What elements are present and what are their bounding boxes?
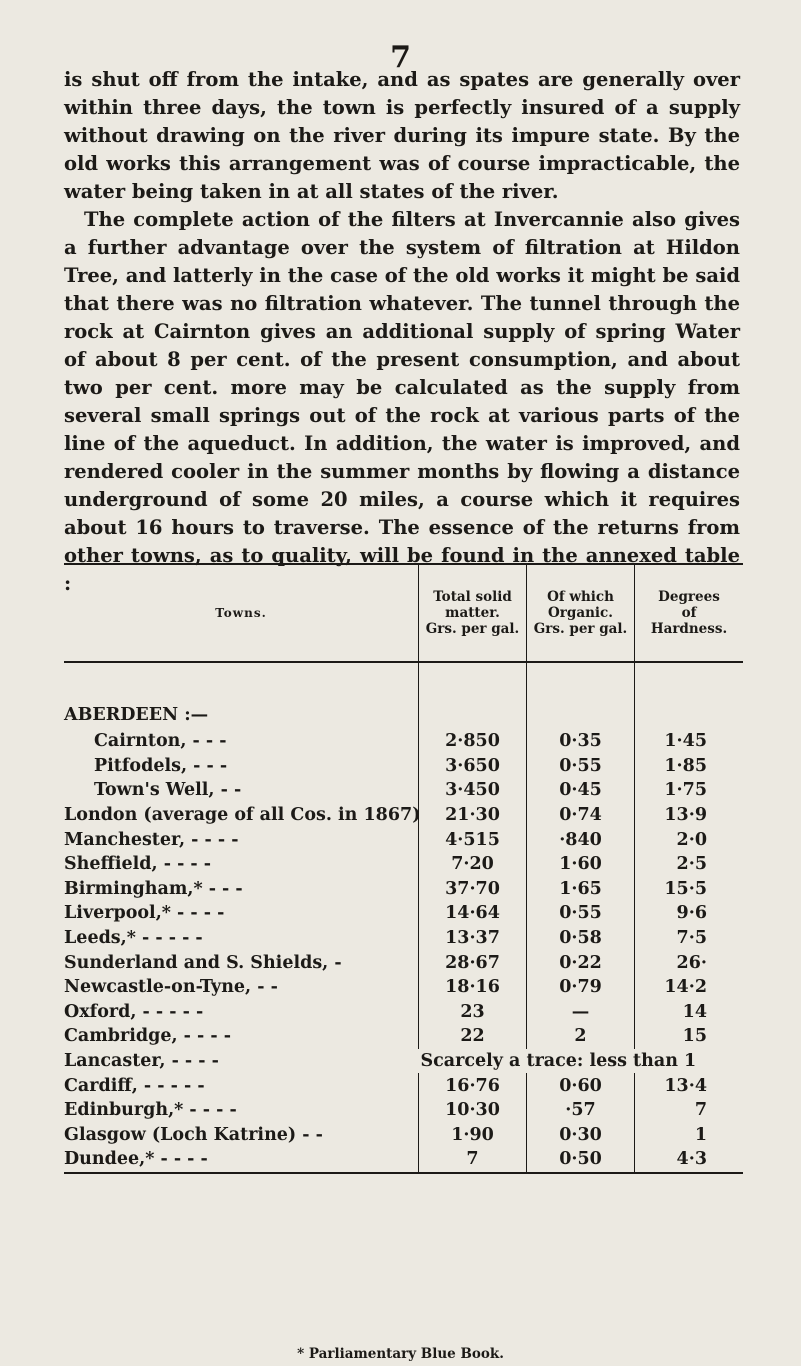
table-row <box>64 1049 743 1074</box>
cell-organic: 1·60 <box>527 852 635 877</box>
table-row <box>64 852 743 877</box>
cell-hardness: 26· <box>635 950 744 975</box>
cell-total-solid: 13·37 <box>419 926 527 951</box>
cell-total-solid: 1·90 <box>419 1123 527 1148</box>
table-row <box>64 778 743 803</box>
cell-town: Town's Well, - - <box>94 780 242 801</box>
cell-town: Edinburgh,* - - - - <box>64 1100 237 1121</box>
cell-town: Pitfodels, - - - <box>94 755 228 776</box>
cell-hardness: 7 <box>635 1098 744 1123</box>
cell-organic: ·57 <box>527 1098 635 1123</box>
table-row <box>64 901 743 926</box>
water-quality-table <box>64 563 740 1174</box>
section-row-aberdeen <box>64 662 743 729</box>
cell-total-solid: 18·16 <box>419 975 527 1000</box>
cell-organic: 1·65 <box>527 877 635 902</box>
cell-hardness: 13·4 <box>635 1073 744 1098</box>
cell-hardness: 9·6 <box>635 901 744 926</box>
cell-hardness: 2·0 <box>635 827 744 852</box>
cell-total-solid: 16·76 <box>419 1073 527 1098</box>
cell-town: Dundee,* - - - - <box>64 1149 208 1170</box>
cell-hardness: 7·5 <box>635 926 744 951</box>
page-number: 7 <box>390 40 411 75</box>
cell-town: Cairnton, - - - <box>94 731 227 752</box>
header-total-solid: Total solid matter. Grs. per gal. <box>419 564 527 662</box>
table-row <box>64 1024 743 1049</box>
cell-organic: 0·45 <box>527 778 635 803</box>
cell-total-solid: 7 <box>419 1147 527 1173</box>
cell-town: Newcastle-on-Tyne, - - <box>64 977 278 998</box>
cell-town: Cambridge, - - - - <box>64 1026 232 1047</box>
table-row <box>64 1147 743 1173</box>
cell-organic: ·840 <box>527 827 635 852</box>
body-text <box>64 66 740 598</box>
header-towns: Towns. <box>215 606 267 620</box>
cell-organic: 0·22 <box>527 950 635 975</box>
cell-town: Manchester, - - - - <box>64 829 239 850</box>
table-row <box>64 754 743 779</box>
cell-town: Glasgow (Loch Katrine) - - <box>64 1124 323 1145</box>
cell-organic: 2 <box>527 1024 635 1049</box>
table-row <box>64 1098 743 1123</box>
cell-total-solid: 10·30 <box>419 1098 527 1123</box>
cell-total-solid: 2·850 <box>419 729 527 754</box>
cell-hardness: 1 <box>635 1123 744 1148</box>
cell-hardness: 15 <box>635 1024 744 1049</box>
cell-organic: 0·58 <box>527 926 635 951</box>
cell-organic: 0·30 <box>527 1123 635 1148</box>
cell-total-solid: 21·30 <box>419 803 527 828</box>
cell-total-solid: 3·650 <box>419 754 527 779</box>
paragraph-2: The complete action of the filters at Invercannie also gives a further advantage over the system of filtration at Hildon Tree, and latterly in the case of the old works it might be said that there was no filtration whatever. The tunnel through the rock at Cairnton gives an additional supply of spring Water of about 8 per cent. of the present consumption, and about two per cent. more may be calculated as the supply from several small springs out of the rock at various parts of the line of the aqueduct. In addition, the water is improved, and rendered cooler in the summer months by flowing a distance underground of some 20 miles, a course which it requires about 16 hours to traverse. The essence of the returns from other towns, as to quality, will be found in the annexed table : <box>64 208 740 595</box>
table-row <box>64 1000 743 1025</box>
cell-total-solid: 4·515 <box>419 827 527 852</box>
cell-town: London (average of all Cos. in 1867) <box>64 805 421 826</box>
cell-hardness: 1·45 <box>635 729 744 754</box>
footnote: * Parliamentary Blue Book. <box>297 1346 504 1362</box>
cell-organic: 0·55 <box>527 901 635 926</box>
header-hardness: Degrees of Hardness. <box>635 564 744 662</box>
header-organic: Of which Organic. Grs. per gal. <box>527 564 635 662</box>
cell-organic: 0·50 <box>527 1147 635 1173</box>
cell-hardness: 2·5 <box>635 852 744 877</box>
cell-total-solid: 37·70 <box>419 877 527 902</box>
cell-hardness: 14 <box>635 1000 744 1025</box>
table-row <box>64 1123 743 1148</box>
cell-hardness: 13·9 <box>635 803 744 828</box>
cell-town: Cardiff, - - - - - <box>64 1075 205 1096</box>
cell-town: Oxford, - - - - - <box>64 1001 204 1022</box>
table-header-row <box>64 564 743 662</box>
cell-total-solid: 3·450 <box>419 778 527 803</box>
cell-total-solid: 7·20 <box>419 852 527 877</box>
cell-town: Sunderland and S. Shields, - <box>64 952 342 973</box>
table-row <box>64 926 743 951</box>
cell-town: Lancaster, - - - - <box>64 1051 219 1072</box>
cell-organic: 0·55 <box>527 754 635 779</box>
cell-hardness: 15·5 <box>635 877 744 902</box>
cell-hardness: 4·3 <box>635 1147 744 1173</box>
table-row <box>64 827 743 852</box>
cell-town: Leeds,* - - - - - <box>64 928 203 949</box>
cell-note: Scarcely a trace: less than 1 <box>420 1051 697 1072</box>
cell-total-solid: 23 <box>419 1000 527 1025</box>
cell-organic: 0·35 <box>527 729 635 754</box>
table-row <box>64 803 743 828</box>
table-row <box>64 1073 743 1098</box>
table-row <box>64 877 743 902</box>
table-row <box>64 729 743 754</box>
paragraph-1: is shut off from the intake, and as spates are generally over within three days, the town is perfectly insured of a supply without drawing on the river during its impure state. By the old works this arrangement was of course impracticable, the water being taken in at all states of the river. <box>64 68 740 203</box>
section-label: ABERDEEN :— <box>64 705 209 725</box>
cell-organic: 0·60 <box>527 1073 635 1098</box>
cell-total-solid: 22 <box>419 1024 527 1049</box>
cell-organic: — <box>527 1000 635 1025</box>
cell-organic: 0·74 <box>527 803 635 828</box>
table-row <box>64 975 743 1000</box>
cell-town: Birmingham,* - - - <box>64 878 243 899</box>
cell-hardness: 1·75 <box>635 778 744 803</box>
cell-total-solid: 14·64 <box>419 901 527 926</box>
cell-organic: 0·79 <box>527 975 635 1000</box>
cell-hardness: 14·2 <box>635 975 744 1000</box>
cell-total-solid: 28·67 <box>419 950 527 975</box>
cell-hardness: 1·85 <box>635 754 744 779</box>
cell-town: Sheffield, - - - - <box>64 854 212 875</box>
cell-town: Liverpool,* - - - - <box>64 903 225 924</box>
table-row <box>64 950 743 975</box>
